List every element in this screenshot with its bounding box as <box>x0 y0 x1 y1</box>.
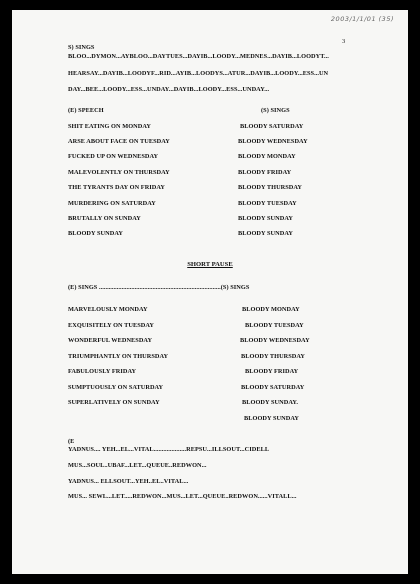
sung-line-right: BLOODY MONDAY <box>242 306 300 313</box>
sung-line: BLOODY SUNDAY <box>238 215 293 222</box>
sings-header-line: (E) SINGS ...........................................................................(S) SINGS <box>68 284 250 291</box>
sung-line-right: BLOODY SUNDAY. <box>242 399 298 406</box>
sings-header: (S) SINGS <box>261 107 290 114</box>
speech-line: MALEVOLENTLY ON THURSDAY <box>68 169 170 176</box>
speech-line: SHIT EATING ON MONDAY <box>68 123 151 130</box>
sung-line-left: MARVELOUSLY MONDAY <box>68 306 148 313</box>
intro-line: BLOO...DYMON...AYBLOO...DAYTUES...DAYIB...LOODY...MEDNES...DAYIB...LOODYT... <box>68 53 329 60</box>
short-pause-heading: SHORT PAUSE <box>187 261 233 268</box>
speech-line: BRUTALLY ON SUNDAY <box>68 215 141 222</box>
closing-line: MUS...SOUL..UBAF...LET...QUEUE..REDWON... <box>68 462 207 469</box>
intro-line: HEARSAY...DAYIB...LOODYF...RID...AYIB...LOODYS...ATUR...DAYIB...LOODY...ESS...UN <box>68 70 329 77</box>
sung-line: BLOODY SATURDAY <box>240 123 304 130</box>
sung-line-left: FABULOUSLY FRIDAY <box>68 368 137 375</box>
sung-line-right: BLOODY SUNDAY <box>244 415 299 422</box>
closing-line: MUS... SEWL...LET.....REDWON...MUS...LET...QUEUE..REDWON......VITALL... <box>68 493 297 500</box>
sung-line: BLOODY SUNDAY <box>238 230 293 237</box>
sung-line-right: BLOODY FRIDAY <box>245 368 299 375</box>
speech-line: FUCKED UP ON WEDNESDAY <box>68 153 159 160</box>
sung-line-right: BLOODY WEDNESDAY <box>240 337 310 344</box>
speech-line: BLOODY SUNDAY <box>68 230 123 237</box>
sung-line: BLOODY THURSDAY <box>238 184 303 191</box>
closing-line: YADNUS.... YEH...EL...VITAL....................REPSU...ILLSOUT...CIDELL <box>68 446 270 453</box>
closing-line: YADNUS... ELLSOUT...YEH..EL..VITAL... <box>68 478 189 485</box>
speech-line: MURDERING ON SATURDAY <box>68 200 156 207</box>
sung-line: BLOODY TUESDAY <box>238 200 297 207</box>
closing-label: (E <box>68 438 75 445</box>
sung-line-left: EXQUISITELY ON TUESDAY <box>68 322 155 329</box>
sung-line-left: TRIUMPHANTLY ON THURSDAY <box>68 353 169 360</box>
sung-line-left: SUPERLATIVELY ON SUNDAY <box>68 399 160 406</box>
sung-line: BLOODY WEDNESDAY <box>238 138 308 145</box>
sung-line-right: BLOODY SATURDAY <box>241 384 305 391</box>
speech-line: ARSE ABOUT FACE ON TUESDAY <box>68 138 170 145</box>
intro-line: DAY...BEE...LOODY...ESS...UNDAY...DAYIB...LOODY...ESS...UNDAY... <box>68 86 270 93</box>
speech-header: (E) SPEECH <box>68 107 104 114</box>
sung-line: BLOODY MONDAY <box>238 153 296 160</box>
sung-line-left: WONDERFUL WEDNESDAY <box>68 337 153 344</box>
sung-line: BLOODY FRIDAY <box>238 169 292 176</box>
sung-line-left: SUMPTUOUSLY ON SATURDAY <box>68 384 164 391</box>
document-page <box>12 10 408 574</box>
handwritten-annotation: 2003/1/1/01 (35) <box>330 15 394 23</box>
sung-line-right: BLOODY THURSDAY <box>241 353 306 360</box>
intro-label: S) SINGS <box>68 44 95 51</box>
speech-line: THE TYRANTS DAY ON FRIDAY <box>68 184 166 191</box>
sung-line-right: BLOODY TUESDAY <box>245 322 304 329</box>
page-number: 3 <box>342 38 346 45</box>
